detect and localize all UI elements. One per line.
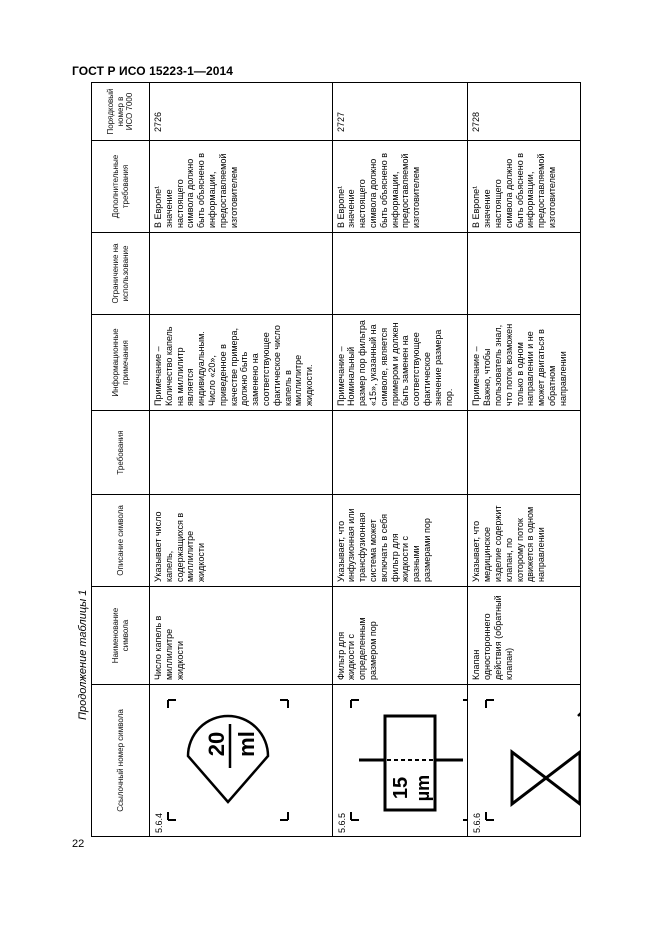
symbol-value-bottom: µm: [412, 774, 433, 802]
symbol-name-cell: Клапан одностороннего действия (обратный клапан): [468, 587, 581, 685]
restrictions-cell: [468, 233, 581, 315]
column-header-iso7000: Порядковый номер в ИСО 7000: [92, 83, 150, 141]
column-header-additional: Дополнительные требования: [92, 141, 150, 233]
symbol-name-cell: Число капель в миллилитре жидкости: [150, 587, 333, 685]
symbol-name-cell: Фильтр для жидкости с определенным размером пор: [332, 587, 468, 685]
requirements-cell: [468, 411, 581, 495]
symbols-table: [91, 83, 581, 837]
symbol-description-cell: Указывает, что инфузионная или трансфузионная система может включать в себя фильтр для жидкости с разными размерами пор: [332, 495, 468, 587]
symbol-cell: [468, 685, 581, 837]
column-header-requirements: Требования: [92, 411, 150, 495]
table-continuation-caption: Продолжение таблицы 1: [77, 589, 89, 720]
fluid-filter-pore-size-icon: [347, 696, 468, 824]
table-row: [150, 83, 333, 837]
symbol-value-top: 20: [204, 731, 229, 757]
column-header-ref: Ссылочный номер символа: [92, 685, 150, 837]
table-row: [468, 83, 581, 837]
one-way-valve-icon: [482, 696, 580, 824]
notes-cell: Примечание – Номинальный размер пор фильтра «15», указанный на символе, является примером и должен быть заменен на соответствующее фактическое значение размера пор.: [332, 315, 468, 411]
table-row: [332, 83, 468, 837]
symbol-ref-number: 5.6.4: [154, 812, 164, 833]
restrictions-cell: [150, 233, 333, 315]
symbol-cell: [332, 685, 468, 837]
symbol-description-cell: Указывает число капель, содержащихся в миллилитре жидкости: [150, 495, 333, 587]
column-header-description: Описание символа: [92, 495, 150, 587]
restrictions-cell: [332, 233, 468, 315]
additional-requirements-cell: В Европе¹ значение настоящего символа должно быть объяснено в информации, предоставляемой изготовителем: [468, 141, 581, 233]
notes-cell: Примечание – Важно, чтобы пользователь знал, что поток возможен только в одном направлении и не может двигаться в обратном направлении: [468, 315, 581, 411]
symbol-cell: [150, 685, 333, 837]
drops-per-ml-drop-icon: [164, 696, 292, 824]
requirements-cell: [150, 411, 333, 495]
additional-requirements-cell: В Европе¹ значение настоящего символа должно быть объяснено в информации, предоставляемой изготовителем: [332, 141, 468, 233]
requirements-cell: [332, 411, 468, 495]
additional-requirements-cell: В Европе¹ значение настоящего символа должно быть объяснено в информации, предоставляемой изготовителем: [150, 141, 333, 233]
symbol-value-top: 15: [389, 776, 412, 800]
iso7000-number-cell: 2728: [468, 83, 581, 141]
symbol-ref-number: 5.6.5: [336, 812, 347, 833]
notes-cell: Примечание – Количество капель на миллилитр является индивидуальным. Число «20», приведенное в качестве примера, должно быть заменено на соответствующее фактическое число капель в миллилитре жидкости.: [150, 315, 333, 411]
document-header: ГОСТ Р ИСО 15223-1—2014: [72, 64, 234, 78]
symbol-value-bottom: ml: [234, 731, 259, 757]
page-number: 22: [72, 838, 85, 850]
column-header-restrictions: Ограничение на использование: [92, 233, 150, 315]
symbol-description-cell: Указывает, что медицинское изделие содержит клапан, по которому поток движется в одном направлении: [468, 495, 581, 587]
iso7000-number-cell: 2726: [150, 83, 333, 141]
column-header-notes: Информационные примечания: [92, 315, 150, 411]
column-header-name: Наименование символа: [92, 587, 150, 685]
iso7000-number-cell: 2727: [332, 83, 468, 141]
symbol-ref-number: 5.6.6: [472, 812, 483, 833]
